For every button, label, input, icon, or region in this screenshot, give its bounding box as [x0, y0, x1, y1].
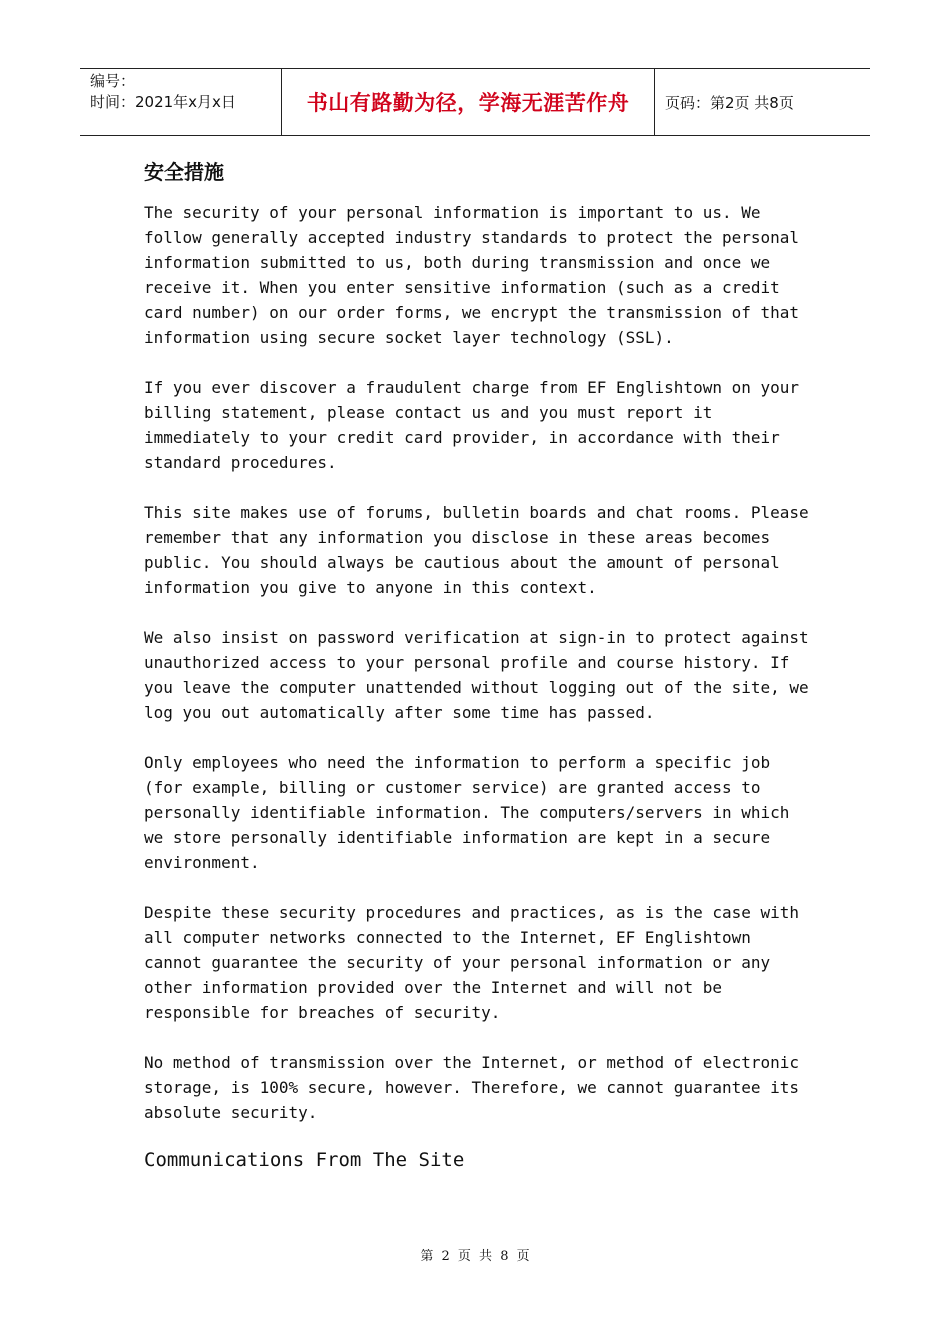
date-label: 时间：2021年x月x日: [90, 93, 236, 111]
page-header: [80, 68, 870, 136]
header-meta: [80, 69, 282, 135]
page-footer: 第 2 页 共 8 页: [420, 1249, 530, 1264]
section-title: 安全措施: [144, 160, 224, 184]
paragraph: The security of your personal information is important to us. We follow generally accepted industry standards to protect the personal information submitted to us, both during transmission and once we receive it. When you enter sensitive information (such as a credit card number) on our order forms, we encrypt the transmission of that information using secure socket layer technology (SSL).: [144, 203, 800, 347]
next-section-title: Communications From The Site: [144, 1149, 465, 1171]
paragraph: This site makes use of forums, bulletin boards and chat rooms. Please remember that any information you disclose in these areas becomes public. You should always be cautious about the amount of personal information you give to anyone in this context.: [144, 503, 809, 597]
header-motto: 书山有路勤为径，学海无涯苦作舟: [282, 69, 655, 135]
document-body: [144, 150, 824, 1174]
paragraph: Despite these security procedures and practices, as is the case with all computer networks connected to the Internet, EF Englishtown cannot guarantee the security of your personal information or any other information provided over the Internet and will not be responsible for breaches of security.: [144, 903, 800, 1022]
serial-number-label: 编号：: [90, 72, 136, 90]
paragraph: If you ever discover a fraudulent charge from EF Englishtown on your billing statement, please contact us and you must report it immediately to your credit card provider, in accordance with their standard procedures.: [144, 378, 800, 472]
paragraph: Only employees who need the information to perform a specific job (for example, billing or customer service) are granted access to personally identifiable information. The computers/servers in which we store personally identifiable information are kept in a secure environment.: [144, 753, 790, 872]
header-page-info: 页码：第2页 共8页: [665, 93, 794, 112]
paragraph: No method of transmission over the Internet, or method of electronic storage, is 100% secure, however. Therefore, we cannot guarantee its absolute security.: [144, 1053, 800, 1122]
paragraph: We also insist on password verification at sign-in to protect against unauthorized access to your personal profile and course history. If you leave the computer unattended without logging out of the site, we log you out automatically after some time has passed.: [144, 628, 809, 722]
